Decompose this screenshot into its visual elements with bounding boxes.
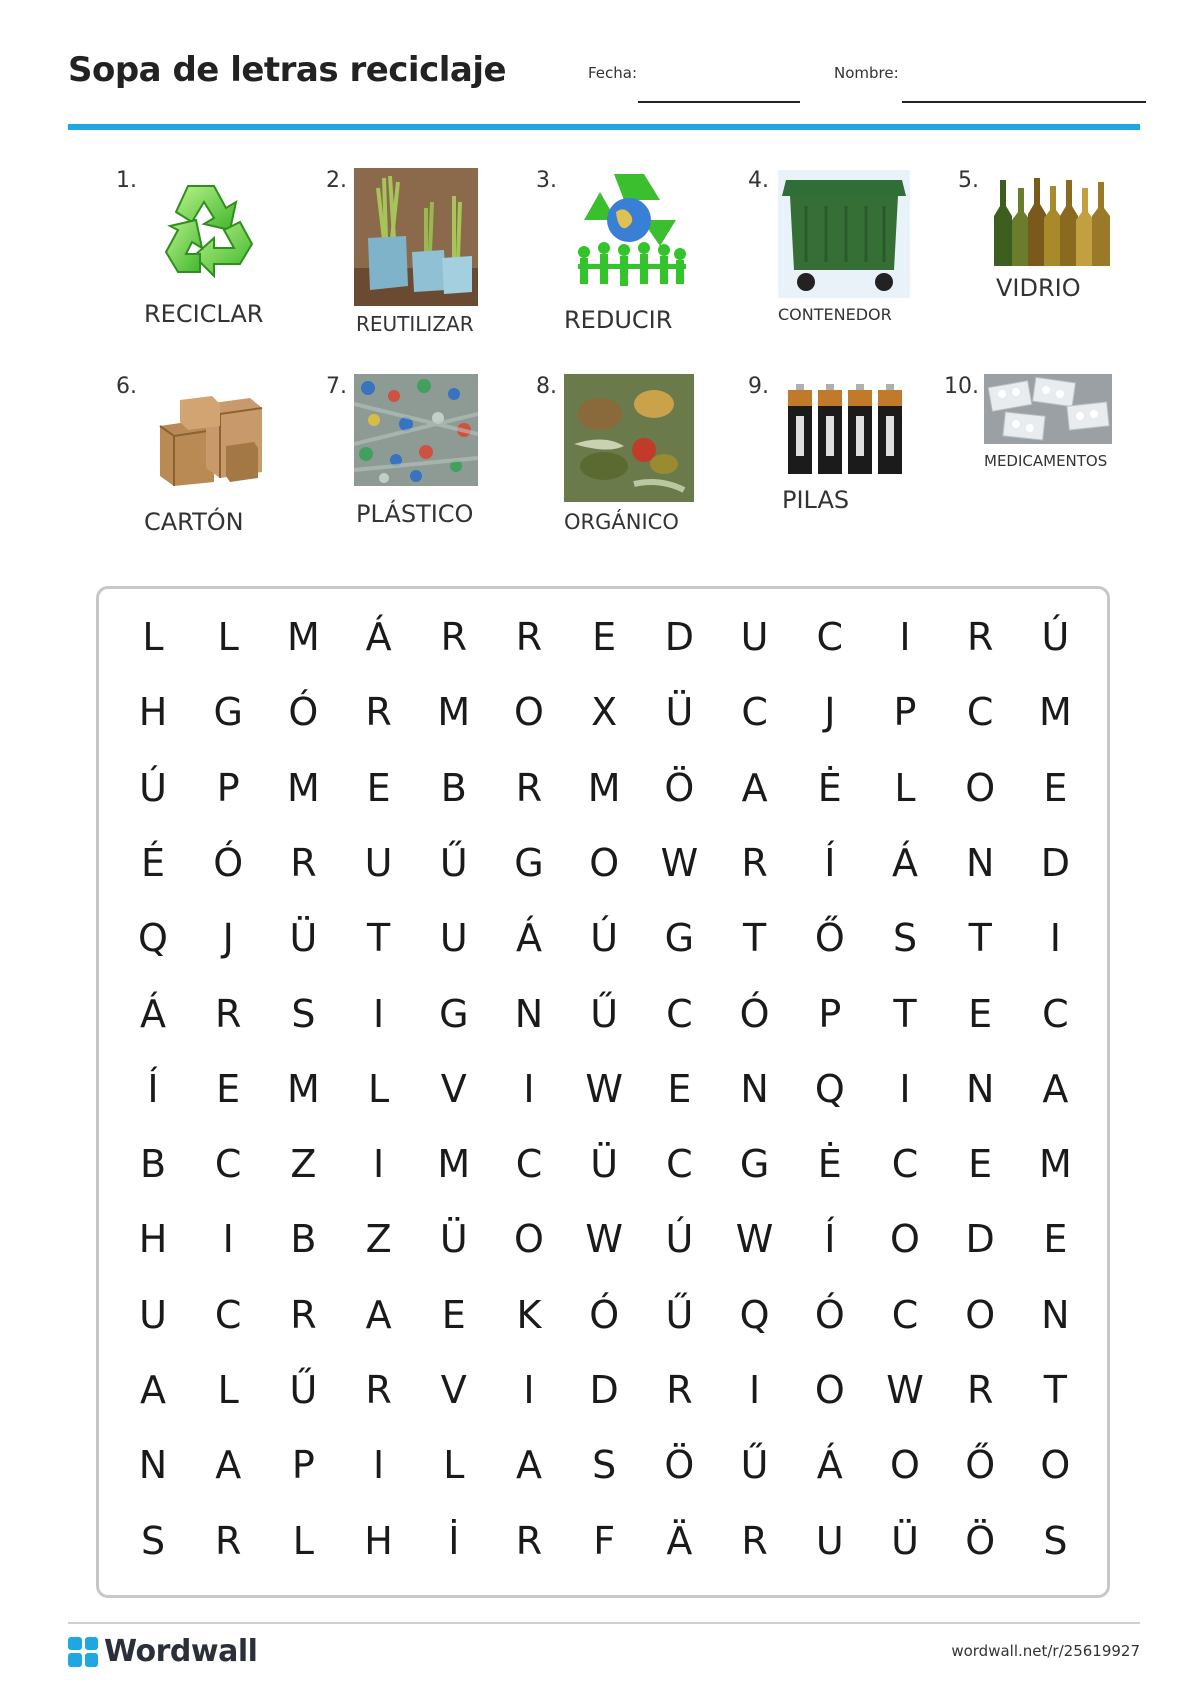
grid-letter[interactable]: T [1043, 1368, 1067, 1412]
grid-letter[interactable]: W [886, 1368, 924, 1412]
grid-letter[interactable]: Ü [665, 690, 694, 735]
grid-letter[interactable]: Q [814, 1066, 845, 1111]
grid-letter[interactable]: Í [147, 1066, 159, 1111]
grid-letter[interactable]: B [139, 1142, 167, 1187]
grid-letter[interactable]: Ű [740, 1443, 769, 1488]
grid-letter[interactable]: H [138, 690, 168, 735]
grid-letter[interactable]: M [437, 690, 471, 735]
grid-letter[interactable]: W [585, 1217, 623, 1262]
grid-letter[interactable]: U [364, 840, 393, 885]
date-label: Fecha: [588, 64, 638, 82]
grid-letter[interactable]: N [1041, 1292, 1070, 1337]
grid-letter[interactable]: L [142, 615, 164, 659]
grid-letter[interactable]: I [222, 1217, 234, 1262]
grid-letter[interactable]: N [965, 1066, 995, 1111]
grid-letter[interactable]: M [286, 1066, 320, 1111]
grid-letter[interactable]: G [439, 991, 469, 1036]
organic-waste-icon [564, 374, 694, 502]
grid-letter[interactable]: U [815, 1518, 844, 1563]
grid-letter[interactable]: R [290, 840, 317, 885]
grid-letter[interactable]: R [515, 615, 543, 659]
grid-letter[interactable]: Ú [1041, 615, 1070, 659]
grid-letter[interactable]: M [1038, 690, 1072, 735]
source-url: wordwall.net/r/25619927 [951, 1642, 1140, 1660]
grid-letter[interactable]: M [587, 765, 621, 810]
item-number: 3. [536, 168, 557, 193]
grid-letter[interactable]: O [514, 690, 544, 735]
item-label: REDUCIR [564, 306, 673, 334]
item-number: 6. [116, 374, 137, 399]
item-label: REUTILIZAR [356, 312, 474, 336]
item-reducir [500, 150, 700, 350]
item-label: ORGÁNICO [564, 510, 679, 534]
grid-letter[interactable]: O [589, 840, 620, 885]
wordwall-logo [68, 1634, 257, 1669]
grid-letter[interactable]: D [965, 1217, 995, 1262]
grid-letter[interactable]: R [440, 615, 467, 659]
grid-letter[interactable]: S [592, 1443, 617, 1488]
cardboard-boxes-icon [150, 386, 264, 486]
medicine-blisters-icon [984, 374, 1112, 444]
earth-recycle-icon [564, 168, 694, 300]
grid-letter[interactable]: L [443, 1443, 465, 1488]
grid-letter[interactable]: R [214, 1518, 242, 1563]
grid-letter[interactable]: Á [516, 916, 542, 961]
grid-letter[interactable]: C [214, 1142, 242, 1187]
grid-letter[interactable]: W [585, 1066, 623, 1111]
grid-letter[interactable]: G [213, 690, 243, 735]
grid-letter[interactable]: O [1040, 1443, 1071, 1488]
grid-letter[interactable]: Ü [590, 1142, 619, 1187]
grid-letter[interactable]: P [893, 690, 917, 735]
grid-letter[interactable]: E [968, 991, 993, 1036]
grid-letter[interactable]: M [1038, 1142, 1072, 1187]
item-number: 7. [326, 374, 347, 399]
grid-letter[interactable]: U [139, 1292, 167, 1337]
grid-letter[interactable]: N [965, 840, 995, 885]
item-label: PLÁSTICO [356, 500, 474, 528]
grid-letter[interactable]: Ú [665, 1217, 694, 1262]
name-field[interactable] [902, 101, 1146, 103]
grid-letter[interactable]: D [1040, 840, 1071, 885]
worksheet-title: Sopa de letras reciclaje [68, 50, 507, 90]
grid-letter[interactable]: P [216, 765, 240, 810]
grid-letter[interactable]: J [222, 916, 234, 961]
item-number: 8. [536, 374, 557, 399]
grid-letter[interactable]: Ó [739, 991, 770, 1036]
item-medicamentos [922, 356, 1122, 556]
grid-letter[interactable]: T [968, 916, 992, 961]
grid-letter[interactable]: C [666, 991, 693, 1036]
grid-letter[interactable]: E [1043, 1217, 1068, 1262]
item-contenedor [712, 150, 912, 350]
grid-letter[interactable]: Ó [288, 690, 319, 735]
header-divider [68, 124, 1140, 130]
item-label: CONTENEDOR [778, 305, 892, 324]
grid-letter[interactable]: S [892, 916, 918, 961]
grid-letter[interactable]: I [523, 1368, 535, 1412]
grid-letter[interactable]: D [664, 615, 695, 659]
grid-letter[interactable]: O [965, 1292, 996, 1337]
grid-letter[interactable]: Ö [664, 765, 695, 810]
grid-letter[interactable]: L [217, 615, 239, 659]
grid-letter[interactable]: Ė [817, 1142, 842, 1187]
plastic-bottles-icon [354, 374, 478, 486]
name-label: Nombre: [834, 64, 899, 82]
grid-letter[interactable]: R [365, 1368, 392, 1412]
grid-letter[interactable]: V [440, 1066, 467, 1111]
item-label: VIDRIO [996, 274, 1081, 302]
grid-letter[interactable]: U [439, 916, 468, 961]
grid-letter[interactable]: P [291, 1443, 315, 1488]
grid-letter[interactable]: R [515, 765, 543, 810]
item-number: 2. [326, 168, 347, 193]
grid-letter[interactable]: I [1049, 916, 1061, 961]
grid-letter[interactable]: Í [824, 840, 836, 885]
grid-letter[interactable]: T [366, 916, 391, 961]
grid-letter[interactable]: I [372, 991, 385, 1036]
grid-letter[interactable]: O [890, 1217, 920, 1262]
grid-letter[interactable]: T [742, 916, 767, 961]
grid-letter[interactable]: N [138, 1443, 168, 1488]
item-number: 9. [748, 374, 769, 399]
grid-letter[interactable]: İ [448, 1518, 460, 1563]
grid-letter[interactable]: V [440, 1368, 467, 1412]
grid-letter[interactable]: Á [892, 840, 918, 885]
grid-letter[interactable]: B [440, 765, 467, 810]
grid-letter[interactable]: E [667, 1066, 692, 1111]
grid-letter[interactable]: I [372, 1443, 385, 1488]
grid-letter[interactable]: Ű [289, 1368, 318, 1412]
grid-letter[interactable]: J [824, 690, 836, 735]
grid-letter[interactable]: B [290, 1217, 317, 1262]
grid-letter[interactable]: S [140, 1518, 166, 1563]
grid-letter[interactable]: Í [824, 1217, 836, 1262]
grid-letter[interactable]: R [966, 615, 994, 659]
grid-letter[interactable]: U [740, 615, 769, 659]
grid-letter[interactable]: Z [365, 1217, 392, 1262]
grid-letter[interactable]: C [666, 1142, 693, 1187]
grid-letter[interactable]: Ó [814, 1292, 845, 1337]
item-plastico [290, 356, 490, 556]
grid-letter[interactable]: C [966, 690, 994, 735]
grid-letter[interactable]: G [664, 916, 695, 961]
grid-letter[interactable]: I [899, 1066, 911, 1111]
grid-letter[interactable]: Á [816, 1443, 843, 1488]
grid-letter[interactable]: Ö [664, 1443, 695, 1488]
grid-letter[interactable]: G [739, 1142, 770, 1187]
grid-letter[interactable]: N [514, 991, 544, 1036]
grid-letter[interactable]: O [514, 1217, 544, 1262]
grid-letter[interactable]: H [138, 1217, 168, 1262]
item-number: 5. [958, 168, 979, 193]
grid-letter[interactable]: R [515, 1518, 543, 1563]
grid-letter[interactable]: A [140, 1368, 166, 1412]
grid-letter[interactable]: W [735, 1217, 774, 1262]
grid-letter[interactable]: Ė [817, 765, 842, 810]
recycle-icon [148, 172, 264, 284]
item-label: PILAS [782, 486, 850, 514]
grid-letter[interactable]: K [516, 1292, 542, 1337]
grid-letter[interactable]: Q [138, 916, 168, 961]
grid-letter[interactable]: C [1042, 991, 1069, 1036]
item-number: 10. [944, 374, 979, 399]
grid-letter[interactable]: C [891, 1292, 919, 1337]
grid-letter[interactable]: E [968, 1142, 993, 1187]
grid-letter[interactable]: R [365, 690, 392, 735]
item-number: 4. [748, 168, 769, 193]
grid-letter[interactable]: R [741, 840, 768, 885]
grid-letter[interactable]: Ú [590, 916, 619, 961]
grid-letter[interactable]: Ú [139, 765, 167, 810]
item-pilas [712, 356, 912, 556]
grid-letter[interactable]: S [1043, 1518, 1068, 1563]
grid-letter[interactable]: Á [365, 615, 392, 659]
grid-letter[interactable]: C [891, 1142, 919, 1187]
grid-letter[interactable]: Á [140, 991, 166, 1036]
date-field[interactable] [638, 101, 800, 103]
wordwall-logo-icon [68, 1637, 98, 1667]
grid-letter[interactable]: R [214, 991, 242, 1036]
grid-letter[interactable]: A [215, 1443, 242, 1488]
grid-letter[interactable]: W [660, 840, 699, 885]
grid-letter[interactable]: A [516, 1443, 542, 1488]
grid-letter[interactable]: C [515, 1142, 543, 1187]
grid-letter[interactable]: E [592, 615, 617, 659]
grid-letter[interactable]: S [291, 991, 316, 1036]
grid-letter[interactable]: I [899, 615, 911, 659]
grid-letter[interactable]: Ö [965, 1518, 996, 1563]
grid-letter[interactable]: Ü [289, 916, 318, 961]
grid-letter[interactable]: C [741, 690, 768, 735]
grid-letter[interactable]: T [893, 991, 917, 1036]
grid-letter[interactable]: I [372, 1142, 385, 1187]
grid-letter[interactable]: Ó [213, 840, 244, 885]
grid-letter[interactable]: R [290, 1292, 317, 1337]
grid-letter[interactable]: L [894, 765, 916, 810]
grid-letter[interactable]: E [1043, 765, 1068, 810]
grid-letter[interactable]: X [591, 690, 618, 735]
grid-letter[interactable]: R [666, 1368, 693, 1412]
grid-letter[interactable]: I [523, 1066, 535, 1111]
reused-cans-icon [354, 168, 478, 306]
item-reutilizar [290, 150, 490, 350]
item-number: 1. [116, 168, 137, 193]
grid-letter[interactable]: E [366, 765, 391, 810]
grid-letter[interactable]: M [437, 1142, 471, 1187]
grid-letter[interactable]: N [740, 1066, 769, 1111]
brand-name: Wordwall [104, 1634, 258, 1669]
item-label: RECICLAR [144, 300, 264, 328]
grid-letter[interactable]: L [368, 1066, 390, 1111]
grid-letter[interactable]: O [814, 1368, 845, 1412]
item-vidrio [922, 150, 1122, 350]
item-carton [80, 356, 280, 556]
grid-letter[interactable]: Ü [891, 1518, 919, 1563]
grid-letter[interactable]: P [818, 991, 842, 1036]
grid-letter[interactable]: O [965, 765, 996, 810]
grid-letter[interactable]: R [741, 1518, 768, 1563]
grid-letter[interactable]: Ő [965, 1443, 996, 1488]
grid-letter[interactable]: Q [739, 1292, 770, 1337]
grid-letter[interactable]: A [1042, 1066, 1069, 1111]
grid-letter[interactable]: Ü [439, 1217, 468, 1262]
grid-letter[interactable]: C [214, 1292, 242, 1337]
batteries-icon [786, 382, 902, 474]
grid-letter[interactable]: D [589, 1368, 619, 1412]
grid-letter[interactable]: A [365, 1292, 392, 1337]
grid-letter[interactable]: L [292, 1518, 314, 1563]
grid-letter[interactable]: C [816, 615, 844, 659]
grid-letter[interactable]: M [286, 765, 320, 810]
grid-letter[interactable]: R [966, 1368, 994, 1412]
grid-letter[interactable]: L [217, 1368, 239, 1412]
grid-letter[interactable]: E [216, 1066, 241, 1111]
waste-container-icon [778, 170, 910, 298]
grid-letter[interactable]: Ó [589, 1292, 620, 1337]
grid-letter[interactable]: Ű [439, 840, 468, 885]
grid-letter[interactable]: Ő [814, 916, 845, 961]
item-label: MEDICAMENTOS [984, 452, 1108, 470]
grid-letter[interactable]: Ű [590, 991, 619, 1036]
glass-bottles-icon [992, 174, 1114, 268]
grid-letter[interactable]: O [890, 1443, 920, 1488]
grid-letter[interactable]: G [514, 840, 544, 885]
item-reciclar [80, 150, 280, 350]
grid-letter[interactable]: A [741, 765, 768, 810]
grid-letter[interactable]: É [140, 840, 165, 885]
item-label: CARTÓN [144, 508, 244, 536]
grid-letter[interactable]: F [593, 1518, 616, 1563]
grid-letter[interactable]: E [441, 1292, 466, 1337]
grid-letter[interactable]: Z [290, 1142, 317, 1187]
grid-letter[interactable]: I [748, 1368, 761, 1412]
footer-divider [68, 1622, 1140, 1624]
grid-letter[interactable]: Ű [665, 1292, 694, 1337]
grid-letter[interactable]: H [364, 1518, 393, 1563]
grid-letter[interactable]: Ä [666, 1518, 693, 1563]
grid-letter[interactable]: M [286, 615, 320, 659]
item-organico [500, 356, 700, 556]
